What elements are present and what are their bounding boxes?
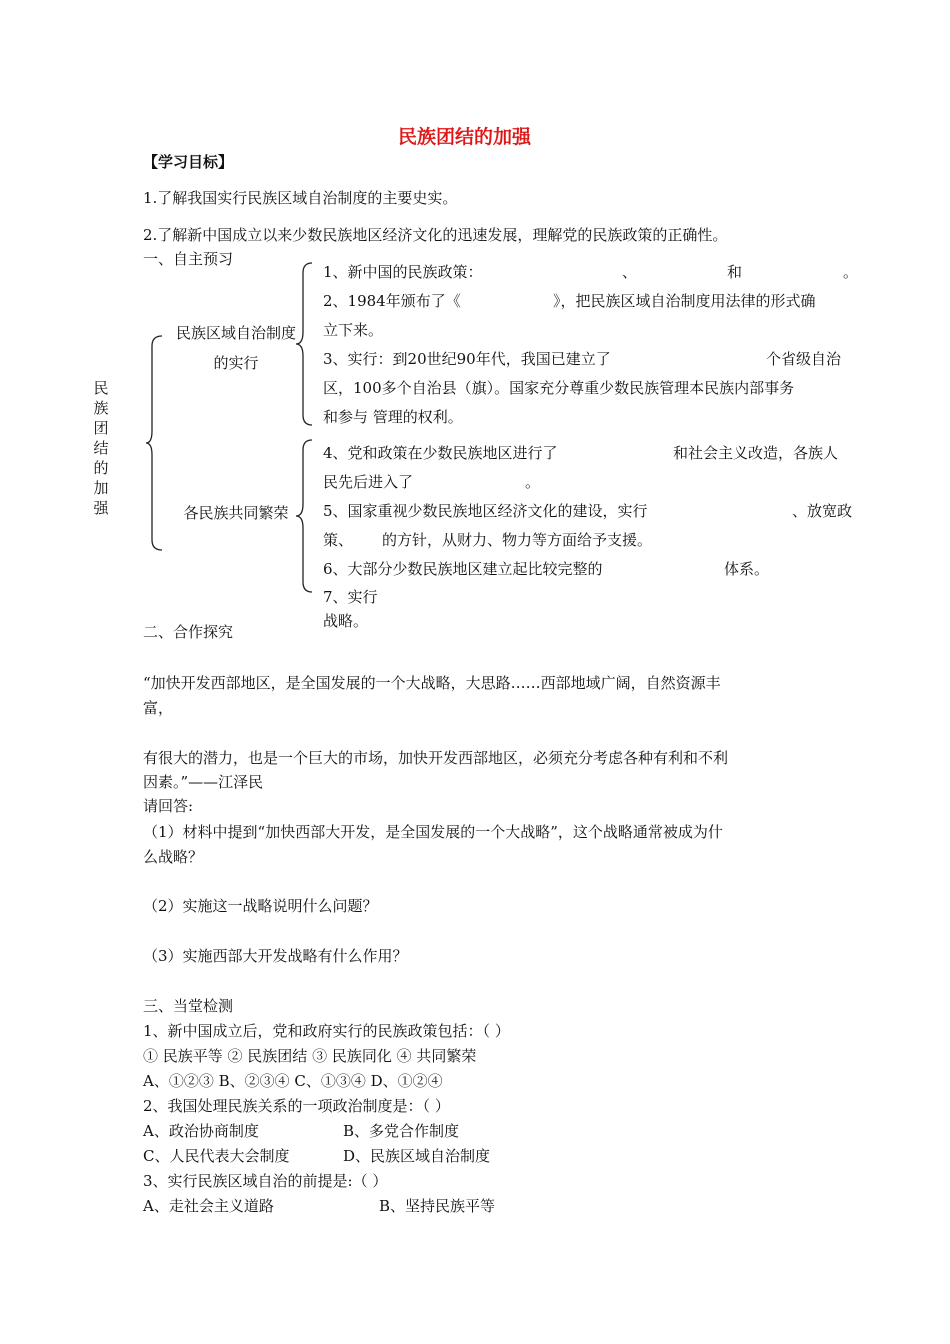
test-2-option-c: C、人民代表大会制度 xyxy=(143,1147,290,1165)
quote-line-3: 有很大的潜力，也是一个巨大的市场，加快开发西部地区，必须充分考虑各种有利和不利 xyxy=(143,749,729,767)
test-2-option-a: A、政治协商制度 xyxy=(143,1122,259,1140)
item-6-a: 6、大部分少数民族地区建立起比较完整的 xyxy=(323,560,603,578)
item-3-b: 个省级自治 xyxy=(766,350,842,368)
test-3-option-b: B、坚持民族平等 xyxy=(379,1197,496,1215)
test-1-options: ① 民族平等 ② 民族团结 ③ 民族同化 ④ 共同繁荣 xyxy=(143,1047,477,1065)
item-6-b: 体系。 xyxy=(724,560,770,578)
question-2: （2）实施这一战略说明什么问题？ xyxy=(143,897,378,915)
item-4-b: 和社会主义改造，各族人 xyxy=(673,444,839,462)
test-1-answers: A、①②③ B、②③④ C、①③④ D、①②④ xyxy=(143,1072,443,1090)
test-2-option-d: D、民族区域自治制度 xyxy=(343,1147,491,1165)
side-title: 民族团结的加强 xyxy=(93,379,109,517)
item-2-a: 2、1984年颁布了《 xyxy=(323,292,461,310)
quote-line-2: 富， xyxy=(143,699,174,717)
mid-label-prosperity: 各民族共同繁荣 xyxy=(183,504,289,522)
item-3-d: 和参与 管理的权利。 xyxy=(323,408,463,426)
test-1: 1、新中国成立后，党和政府实行的民族政策包括：（ ） xyxy=(143,1022,510,1040)
lower-brace xyxy=(296,440,316,592)
objective-2: 2.了解新中国成立以来少数民族地区经济文化的迅速发展，理解党的民族政策的正确性。 xyxy=(143,226,728,244)
objective-1: 1.了解我国实行民族区域自治制度的主要史实。 xyxy=(143,189,458,207)
test-2: 2、我国处理民族关系的一项政治制度是：（ ） xyxy=(143,1097,450,1115)
item-1-text: 1、新中国的民族政策： xyxy=(323,263,483,281)
item-2-b: 》，把民族区域自治制度用法律的形式确 xyxy=(553,292,816,310)
question-1-b: 么战略？ xyxy=(143,848,204,866)
question-1-a: （1）材料中提到“加快西部大开发，是全国发展的一个大战略”，这个战略通常被成为什 xyxy=(143,823,723,841)
ask-label: 请回答: xyxy=(143,797,194,815)
item-5-a: 5、国家重视少数民族地区经济文化的建设，实行 xyxy=(323,502,648,520)
item-4-d: 。 xyxy=(525,473,541,491)
item-1-sep: 、 xyxy=(622,263,638,281)
mid-label-autonomy: 民族区域自治制度的实行 xyxy=(175,324,296,372)
quote-line-4: 因素。”——江泽民 xyxy=(143,773,264,791)
item-4-c: 民先后进入了 xyxy=(323,473,414,491)
upper-brace xyxy=(296,263,316,425)
item-5-b: 、放宽政 xyxy=(792,502,853,520)
page-title: 民族团结的加强 xyxy=(398,126,532,148)
item-4-a: 4、党和政策在少数民族地区进行了 xyxy=(323,444,558,462)
test-3: 3、实行民族区域自治的前提是:（ ） xyxy=(143,1172,388,1190)
section-check: 三、当堂检测 xyxy=(143,997,234,1015)
item-2-c: 立下来。 xyxy=(323,321,384,339)
item-3-a: 3、实行：到20世纪90年代，我国已建立了 xyxy=(323,350,611,368)
outer-brace xyxy=(146,336,166,550)
test-2-option-b: B、多党合作制度 xyxy=(343,1122,460,1140)
item-7-a: 7、实行 xyxy=(323,588,378,606)
question-3: （3）实施西部大开发战略有什么作用？ xyxy=(143,947,408,965)
quote-line-1: “加快开发西部地区，是全国发展的一个大战略，大思路……西部地域广阔，自然资源丰 xyxy=(143,674,721,692)
test-3-option-a: A、走社会主义道路 xyxy=(143,1197,274,1215)
item-1-and: 和 xyxy=(727,263,743,281)
section-cooperation: 二、合作探究 xyxy=(143,623,234,641)
item-3-c: 区，100多个自治县（旗）。国家充分尊重少数民族管理本民族内部事务 xyxy=(323,379,795,397)
item-7-b: 战略。 xyxy=(323,612,369,630)
item-1 xyxy=(323,262,483,282)
item-5-c: 策、 xyxy=(323,531,354,549)
item-5-d: 的方针，从财力、物力等方面给予支援。 xyxy=(382,531,653,549)
section-self-study: 一、自主预习 xyxy=(143,250,234,268)
objectives-heading: 【学习目标】 xyxy=(143,153,234,171)
item-1-end: 。 xyxy=(843,263,859,281)
